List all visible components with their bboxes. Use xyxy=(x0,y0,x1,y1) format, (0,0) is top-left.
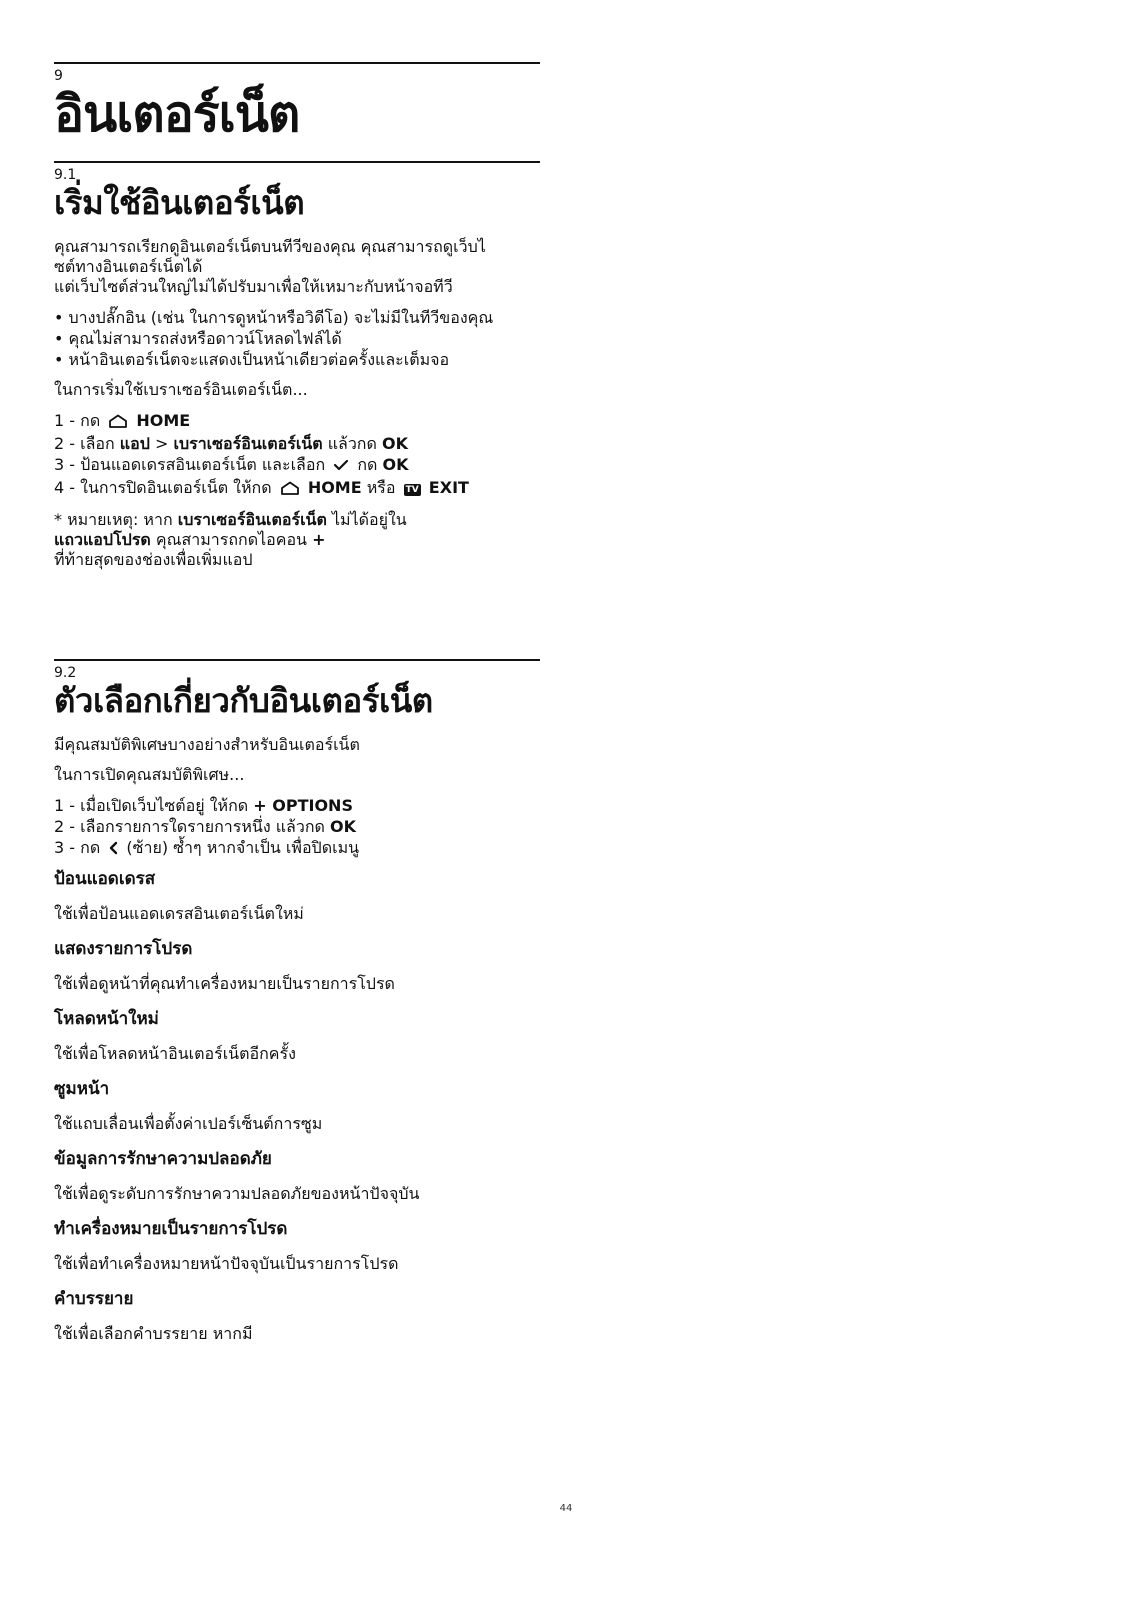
section-internet-options xyxy=(54,659,540,1344)
option-item xyxy=(54,1008,540,1064)
section-rule xyxy=(54,161,540,163)
checkmark-icon xyxy=(333,456,349,477)
chevron-left-icon xyxy=(108,839,118,860)
step-1: 1 - กด HOME xyxy=(54,410,540,433)
section-number: 9.2 xyxy=(54,665,77,681)
option-title: ซูมหน้า xyxy=(54,1079,110,1099)
option-description: ใช้เพื่อดูหน้าที่คุณทำเครื่องหมายเป็นรายการโปรด xyxy=(54,974,395,993)
steps-lead: ในการเปิดคุณสมบัติพิเศษ... xyxy=(54,765,245,784)
home-icon xyxy=(280,479,300,500)
option-description: ใช้เพื่อเลือกคำบรรยาย หากมี xyxy=(54,1324,253,1343)
option-item xyxy=(54,1218,540,1274)
home-icon xyxy=(108,412,128,433)
step-2: 2 - เลือกรายการใดรายการหนึ่ง แล้วกด OK xyxy=(54,817,356,836)
option-description: ใช้เพื่อโหลดหน้าอินเตอร์เน็ตอีกครั้ง xyxy=(54,1044,296,1063)
intro-paragraph: คุณสามารถเรียกดูอินเตอร์เน็ตบนทีวีของคุณ คุณสามารถดูเว็บไ ซต์ทางอินเตอร์เน็ตได้ แต่เว็บไซต์ส่วนใหญ่ไม่ได้ปรับมาเพื่อให้เหมาะกับหน้าจอทีวี xyxy=(54,237,486,296)
list-item: • บางปลั๊กอิน (เช่น ในการดูหน้าหรือวิดีโอ) จะไม่มีในทีวีของคุณ xyxy=(54,308,494,327)
step-2: 2 - เลือก แอป > เบราเซอร์อินเตอร์เน็ต แล้วกด OK xyxy=(54,434,408,453)
option-item xyxy=(54,938,540,994)
option-item xyxy=(54,1148,540,1204)
option-title: แสดงรายการโปรด xyxy=(54,939,193,959)
note: * หมายเหตุ: หาก เบราเซอร์อินเตอร์เน็ต ไม่ได้อยู่ใน แถวแอปโปรด คุณสามารถกดไอคอน + ที่ท้ายสุดของช่องเพื่อเพิ่มแอป xyxy=(54,510,407,569)
page-number: 44 xyxy=(559,1503,573,1514)
chapter-rule xyxy=(54,62,540,64)
chapter-number: 9 xyxy=(54,68,63,84)
list-item: • คุณไม่สามารถส่งหรือดาวน์โหลดไฟล์ได้ xyxy=(54,329,342,348)
option-description: ใช้เพื่อดูระดับการรักษาความปลอดภัยของหน้าปัจจุบัน xyxy=(54,1184,420,1203)
steps-list xyxy=(54,410,540,500)
option-description: ใช้เพื่อป้อนแอดเดรสอินเตอร์เน็ตใหม่ xyxy=(54,904,304,923)
option-title: ข้อมูลการรักษาความปลอดภัย xyxy=(54,1149,272,1169)
option-description: ใช้เพื่อทำเครื่องหมายหน้าปัจจุบันเป็นรายการโปรด xyxy=(54,1254,399,1273)
step-3: 3 - กด (ซ้าย) ซ้ำๆ หากจำเป็น เพื่อปิดเมนู xyxy=(54,837,540,860)
section-title: เริ่มใช้อินเตอร์เน็ต xyxy=(54,183,305,222)
step-1: 1 - เมื่อเปิดเว็บไซต์อยู่ ให้กด + OPTIONS xyxy=(54,796,353,815)
option-title: ป้อนแอดเดรส xyxy=(54,869,156,889)
options-list xyxy=(54,868,540,1344)
intro-paragraph: มีคุณสมบัติพิเศษบางอย่างสำหรับอินเตอร์เน็ต xyxy=(54,735,360,754)
step-4: 4 - ในการปิดอินเตอร์เน็ต ให้กด HOME หรือ TV EXIT xyxy=(54,477,540,500)
steps-list xyxy=(54,795,540,860)
option-title: คำบรรยาย xyxy=(54,1289,134,1309)
option-item xyxy=(54,1078,540,1134)
option-item xyxy=(54,868,540,924)
limitations-list xyxy=(54,307,540,370)
section-number: 9.1 xyxy=(54,167,77,183)
chapter-title: อินเตอร์เน็ต xyxy=(54,85,300,143)
option-title: โหลดหน้าใหม่ xyxy=(54,1009,159,1029)
step-3: 3 - ป้อนแอดเดรสอินเตอร์เน็ต และเลือก กด OK xyxy=(54,454,540,477)
chapter-header xyxy=(54,62,540,142)
option-title: ทำเครื่องหมายเป็นรายการโปรด xyxy=(54,1219,288,1239)
option-description: ใช้แถบเลื่อนเพื่อตั้งค่าเปอร์เซ็นต์การซูม xyxy=(54,1114,323,1133)
section-rule xyxy=(54,659,540,661)
section-title: ตัวเลือกเกี่ยวกับอินเตอร์เน็ต xyxy=(54,681,433,720)
option-item xyxy=(54,1288,540,1344)
tv-icon: TV xyxy=(405,485,419,495)
section-getting-started xyxy=(54,161,540,570)
list-item: • หน้าอินเตอร์เน็ตจะแสดงเป็นหน้าเดียวต่อครั้งและเต็มจอ xyxy=(54,350,450,369)
steps-lead: ในการเริ่มใช้เบราเซอร์อินเตอร์เน็ต... xyxy=(54,380,308,399)
